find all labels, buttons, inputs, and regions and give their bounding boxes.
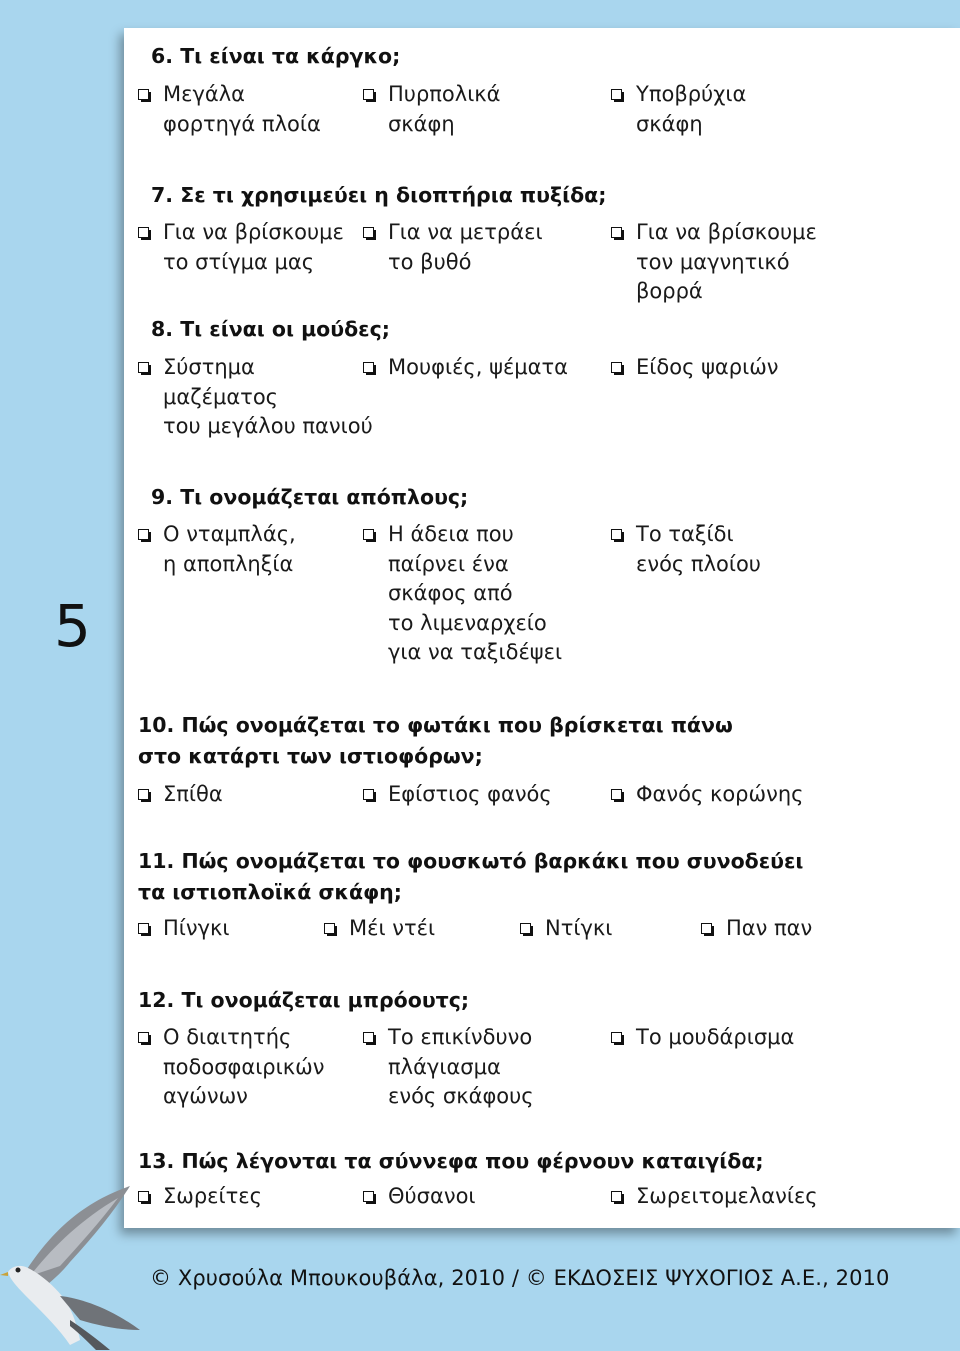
question-13-option-2[interactable]: Θύσανοι (363, 1182, 476, 1212)
checkbox-icon[interactable] (363, 362, 374, 373)
checkbox-icon[interactable] (138, 227, 149, 238)
checkbox-icon[interactable] (363, 227, 374, 238)
question-8-option-2[interactable]: Μουφιές, ψέματα (363, 353, 568, 383)
question-9-option-2[interactable]: Η άδεια που παίρνει ένα σκάφος από το λιμεναρχείο για να ταξιδέψει (363, 520, 562, 668)
question-11-option-2[interactable]: Μέι ντέι (324, 914, 435, 944)
checkbox-icon[interactable] (363, 529, 374, 540)
checkbox-icon[interactable] (701, 923, 712, 934)
question-8-option-1[interactable]: Σύστημα μαζέματος του μεγάλου πανιού (138, 353, 373, 442)
question-9-option-3[interactable]: Το ταξίδι ενός πλοίου (611, 520, 761, 579)
page-number: 5 (54, 592, 91, 660)
checkbox-icon[interactable] (138, 362, 149, 373)
question-7-option-3[interactable]: Για να βρίσκουμε τον μαγνητικό βορρά (611, 218, 817, 307)
question-6-option-2[interactable]: Πυρπολικά σκάφη (363, 80, 501, 139)
question-11-option-4[interactable]: Παν παν (701, 914, 812, 944)
question-10-option-1[interactable]: Σπίθα (138, 780, 223, 810)
question-12-option-2[interactable]: Το επικίνδυνο πλάγιασμα ενός σκάφους (363, 1023, 534, 1112)
question-11-title-line2: τα ιστιοπλοϊκά σκάφη; (138, 880, 402, 904)
question-7-title: 7. Σε τι χρησιμεύει η διοπτήρια πυξίδα; (151, 183, 607, 207)
question-10-title: 10. Πώς ονομάζεται το φωτάκι που βρίσκεται πάνω (138, 713, 733, 737)
question-8-option-3[interactable]: Είδος ψαριών (611, 353, 779, 383)
question-11-title: 11. Πώς ονομάζεται το φουσκωτό βαρκάκι που συνοδεύει (138, 849, 804, 873)
checkbox-icon[interactable] (611, 789, 622, 800)
question-13-title: 13. Πώς λέγονται τα σύννεφα που φέρνουν καταιγίδα; (138, 1149, 764, 1173)
question-12-option-3[interactable]: Το μουδάρισμα (611, 1023, 794, 1053)
checkbox-icon[interactable] (138, 789, 149, 800)
checkbox-icon[interactable] (363, 89, 374, 100)
question-13-option-3[interactable]: Σωρειτομελανίες (611, 1182, 818, 1212)
checkbox-icon[interactable] (611, 89, 622, 100)
checkbox-icon[interactable] (138, 529, 149, 540)
question-7-option-1[interactable]: Για να βρίσκουμε το στίγμα μας (138, 218, 344, 277)
question-12-title: 12. Τι ονομάζεται μπρόουτς; (138, 988, 470, 1012)
checkbox-icon[interactable] (363, 1032, 374, 1043)
seagull-icon (0, 1180, 150, 1351)
checkbox-icon[interactable] (611, 227, 622, 238)
question-13-option-1[interactable]: Σωρείτες (138, 1182, 262, 1212)
checkbox-icon[interactable] (520, 923, 531, 934)
question-11-option-3[interactable]: Ντίγκι (520, 914, 612, 944)
checkbox-icon[interactable] (138, 1032, 149, 1043)
question-10-option-3[interactable]: Φανός κορώνης (611, 780, 803, 810)
question-11-option-1[interactable]: Πίνγκι (138, 914, 230, 944)
question-10-option-2[interactable]: Εφίστιος φανός (363, 780, 552, 810)
question-12-option-1[interactable]: Ο διαιτητής ποδοσφαιρικών αγώνων (138, 1023, 324, 1112)
checkbox-icon[interactable] (138, 89, 149, 100)
question-6-option-1[interactable]: Μεγάλα φορτηγά πλοία (138, 80, 321, 139)
checkbox-icon[interactable] (363, 1191, 374, 1202)
checkbox-icon[interactable] (138, 923, 149, 934)
checkbox-icon[interactable] (324, 923, 335, 934)
question-9-title: 9. Τι ονομάζεται απόπλους; (151, 485, 469, 509)
checkbox-icon[interactable] (611, 1032, 622, 1043)
question-6-option-3[interactable]: Υποβρύχια σκάφη (611, 80, 746, 139)
checkbox-icon[interactable] (611, 529, 622, 540)
question-10-title-line2: στο κατάρτι των ιστιοφόρων; (138, 744, 483, 768)
checkbox-icon[interactable] (611, 1191, 622, 1202)
checkbox-icon[interactable] (363, 789, 374, 800)
question-7-option-2[interactable]: Για να μετράει το βυθό (363, 218, 543, 277)
question-6-title: 6. Τι είναι τα κάργκο; (151, 44, 401, 68)
question-8-title: 8. Τι είναι οι μούδες; (151, 317, 390, 341)
question-9-option-1[interactable]: Ο νταμπλάς, η αποπληξία (138, 520, 296, 579)
copyright-footer: © Χρυσούλα Μπουκουβάλα, 2010 / © ΕΚΔΟΣΕΙΣ ΨΥΧΟΓΙΟΣ Α.Ε., 2010 (150, 1266, 890, 1290)
checkbox-icon[interactable] (611, 362, 622, 373)
